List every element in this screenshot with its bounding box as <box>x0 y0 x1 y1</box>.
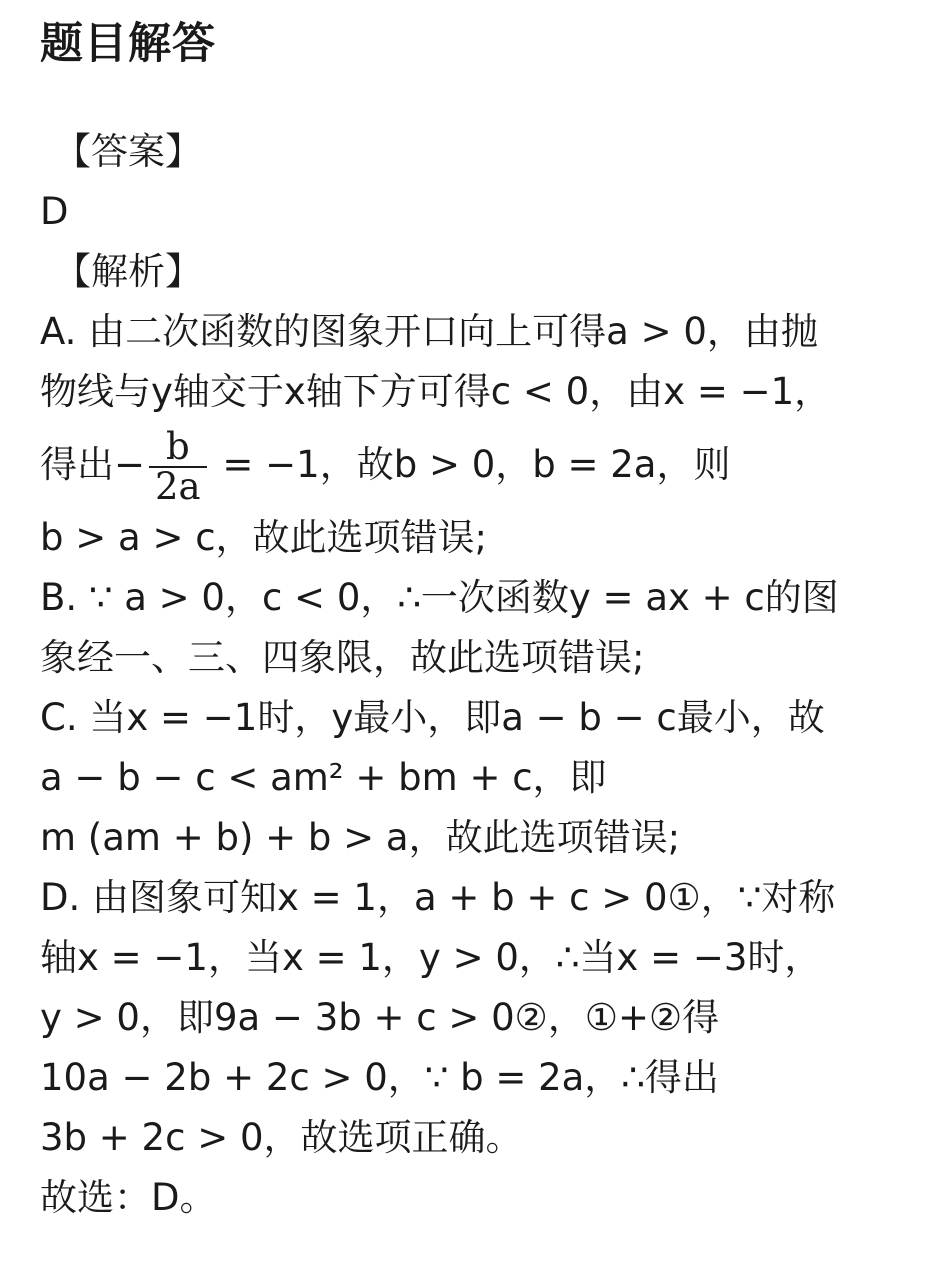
analysis-line-1: A. 由二次函数的图象开口向上可得a > 0，由抛 <box>40 310 818 353</box>
analysis-line-11: y > 0，即9a − 3b + c > 0②，①+②得 <box>40 996 720 1039</box>
fraction-denominator: 2a <box>155 464 201 508</box>
analysis-line-7: a − b − c < am² + bm + c，即 <box>40 756 607 799</box>
analysis-label: 【解析】 <box>54 250 202 293</box>
analysis-line-14: 故选：D。 <box>40 1176 217 1219</box>
analysis-line-12: 10a − 2b + 2c > 0，∵ b = 2a，∴得出 <box>40 1056 719 1099</box>
analysis-line-8: m (am + b) + b > a，故此选项错误; <box>40 816 681 859</box>
analysis-line-13: 3b + 2c > 0，故选项正确。 <box>40 1116 523 1159</box>
fraction-prefix: 得出− <box>40 443 146 486</box>
analysis-line-3: b > a > c，故此选项错误; <box>40 516 488 559</box>
fraction-suffix: = −1，故b > 0，b = 2a，则 <box>210 443 731 486</box>
answer-value: D <box>40 190 69 233</box>
page-title: 题目解答 <box>40 19 216 69</box>
answer-label: 【答案】 <box>54 130 202 173</box>
analysis-fraction-line <box>40 422 930 508</box>
fraction-numerator: b <box>149 428 207 468</box>
analysis-line-2: 物线与y轴交于x轴下方可得c < 0，由x = −1， <box>40 370 832 413</box>
fraction <box>149 424 207 508</box>
analysis-line-5: 象经一、三、四象限，故此选项错误; <box>40 636 645 679</box>
analysis-line-6: C. 当x = −1时，y最小，即a − b − c最小，故 <box>40 696 825 739</box>
analysis-line-4: B. ∵ a > 0，c < 0，∴一次函数y = ax + c的图 <box>40 576 839 619</box>
analysis-line-9: D. 由图象可知x = 1，a + b + c > 0①，∵对称 <box>40 876 836 919</box>
analysis-line-10: 轴x = −1，当x = 1，y > 0，∴当x = −3时， <box>40 936 822 979</box>
